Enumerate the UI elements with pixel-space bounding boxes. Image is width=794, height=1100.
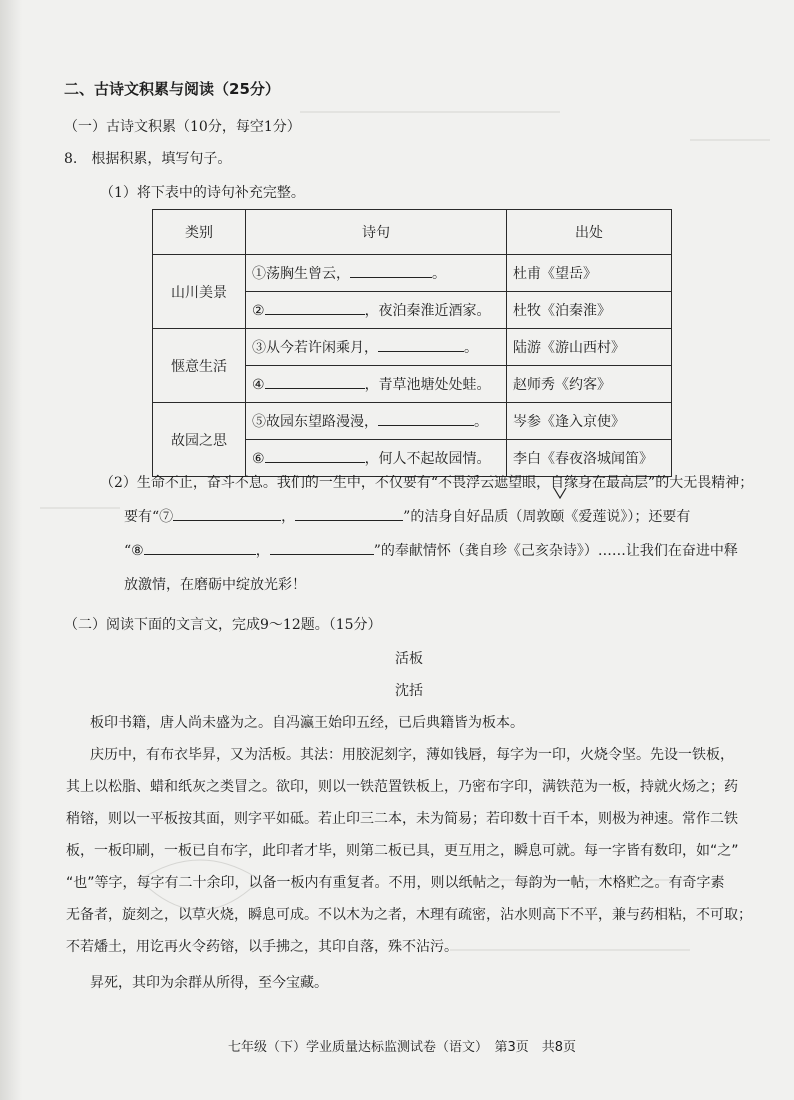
- table-row: [153, 329, 672, 366]
- header-source: 出处: [507, 210, 672, 255]
- page-footer: 七年级（下）学业质量达标监测试卷（语文） 第3页 共8页: [228, 1040, 577, 1055]
- answer-blank-8a[interactable]: [144, 553, 256, 555]
- answer-blank-7a[interactable]: [173, 519, 281, 521]
- category-cell: 故园之思: [153, 403, 246, 477]
- answer-blank-2[interactable]: [265, 313, 365, 315]
- question-8-2-line-3: “⑧ ， ”的奉献情怀（龚自珍《己亥杂诗》）……让我们在奋进中释: [124, 543, 738, 559]
- answer-blank-5[interactable]: [378, 424, 474, 426]
- table-row: [153, 255, 672, 292]
- verse-cell: ⑤故园东望路漫漫， 。: [246, 403, 507, 440]
- paragraph-2-line: 稍镕，则以一平板按其面，则字平如砥。若止印三二本，未为简易；若印数十百千本，则极为神速。常作二铁: [66, 811, 738, 827]
- subsection-1-title: （一）古诗文积累（10分，每空1分）: [64, 119, 301, 135]
- question-8-2-line-4: 放激情，在磨砺中绽放光彩！: [124, 577, 306, 593]
- answer-blank-7b[interactable]: [295, 519, 403, 521]
- article-author: 沈括: [395, 683, 423, 699]
- verse-cell: ② ，夜泊秦淮近酒家。: [246, 292, 507, 329]
- article-title: 活板: [395, 651, 423, 667]
- answer-blank-6[interactable]: [265, 461, 365, 463]
- verse-cell: ③从今若许闲乘月， 。: [246, 329, 507, 366]
- question-8-2-line-2: 要有“⑦ ， ”的洁身自好品质（周敦颐《爱莲说》）；还要有: [124, 509, 691, 525]
- verse-cell: ⑥ ，何人不起故园情。: [246, 440, 507, 477]
- paragraph-2-line: 板，一板印刷，一板已自布字，此印者才毕，则第二板已具，更互用之，瞬息可就。每一字皆有数印，如“之”: [66, 843, 739, 859]
- poem-table-header: [153, 210, 672, 255]
- paragraph-2-line: “也”等字，每字有二十余印，以备一板内有重复者。不用，则以纸帖之，每韵为一帖，木格贮之。有奇字素: [66, 875, 725, 891]
- category-cell: 惬意生活: [153, 329, 246, 403]
- table-row: [153, 403, 672, 440]
- answer-blank-8b[interactable]: [270, 553, 374, 555]
- source-cell: 李白《春夜洛城闻笛》: [507, 440, 672, 477]
- source-cell: 岑参《逢入京使》: [507, 403, 672, 440]
- source-cell: 杜牧《泊秦淮》: [507, 292, 672, 329]
- paragraph-1-line: 板印书籍，唐人尚未盛为之。自冯瀛王始印五经，已后典籍皆为板本。: [90, 715, 524, 731]
- answer-blank-4[interactable]: [265, 387, 365, 389]
- source-cell: 陆游《游山西村》: [507, 329, 672, 366]
- answer-blank-1[interactable]: [350, 276, 432, 278]
- paragraph-2-line: 庆历中，有布衣毕昇，又为活板。其法：用胶泥刻字，薄如钱唇，每字为一印，火烧令坚。先设一铁板，: [90, 747, 734, 763]
- verse-cell: ④ ，青草池塘处处蛙。: [246, 366, 507, 403]
- paragraph-3-line: 昇死，其印为余群从所得，至今宝藏。: [90, 975, 328, 991]
- answer-blank-3[interactable]: [378, 350, 464, 352]
- insertion-mark-icon: [553, 486, 567, 500]
- question-8-1-prompt: （1）将下表中的诗句补充完整。: [100, 185, 305, 201]
- verse-cell: ①荡胸生曾云， 。: [246, 255, 507, 292]
- source-cell: 杜甫《望岳》: [507, 255, 672, 292]
- header-category: 类别: [153, 210, 246, 255]
- poem-table: [152, 209, 672, 477]
- question-8-2-line-1: （2）生命不止，奋斗不息。我们的一生中，不仅要有“不畏浮云遮望眼，自缘身在最高层”的大无畏精神；: [100, 475, 754, 491]
- source-cell: 赵师秀《约客》: [507, 366, 672, 403]
- paragraph-2-line: 无备者，旋刻之，以草火烧，瞬息可成。不以木为之者，木理有疏密，沾水则高下不平，兼与药相粘，不可取；: [66, 907, 752, 923]
- paragraph-2-line: 不若燔土，用讫再火令药镕，以手拂之，其印自落，殊不沾污。: [66, 939, 458, 955]
- section-2-title: 二、古诗文积累与阅读（25分）: [64, 80, 280, 98]
- category-cell: 山川美景: [153, 255, 246, 329]
- subsection-2-title: （二）阅读下面的文言文，完成9～12题。（15分）: [64, 617, 382, 633]
- header-verse: 诗句: [246, 210, 507, 255]
- question-8-prompt: 8. 根据积累，填写句子。: [64, 151, 232, 167]
- paragraph-2-line: 其上以松脂、蜡和纸灰之类冒之。欲印，则以一铁范置铁板上，乃密布字印，满铁范为一板，持就火炀之；药: [66, 779, 738, 795]
